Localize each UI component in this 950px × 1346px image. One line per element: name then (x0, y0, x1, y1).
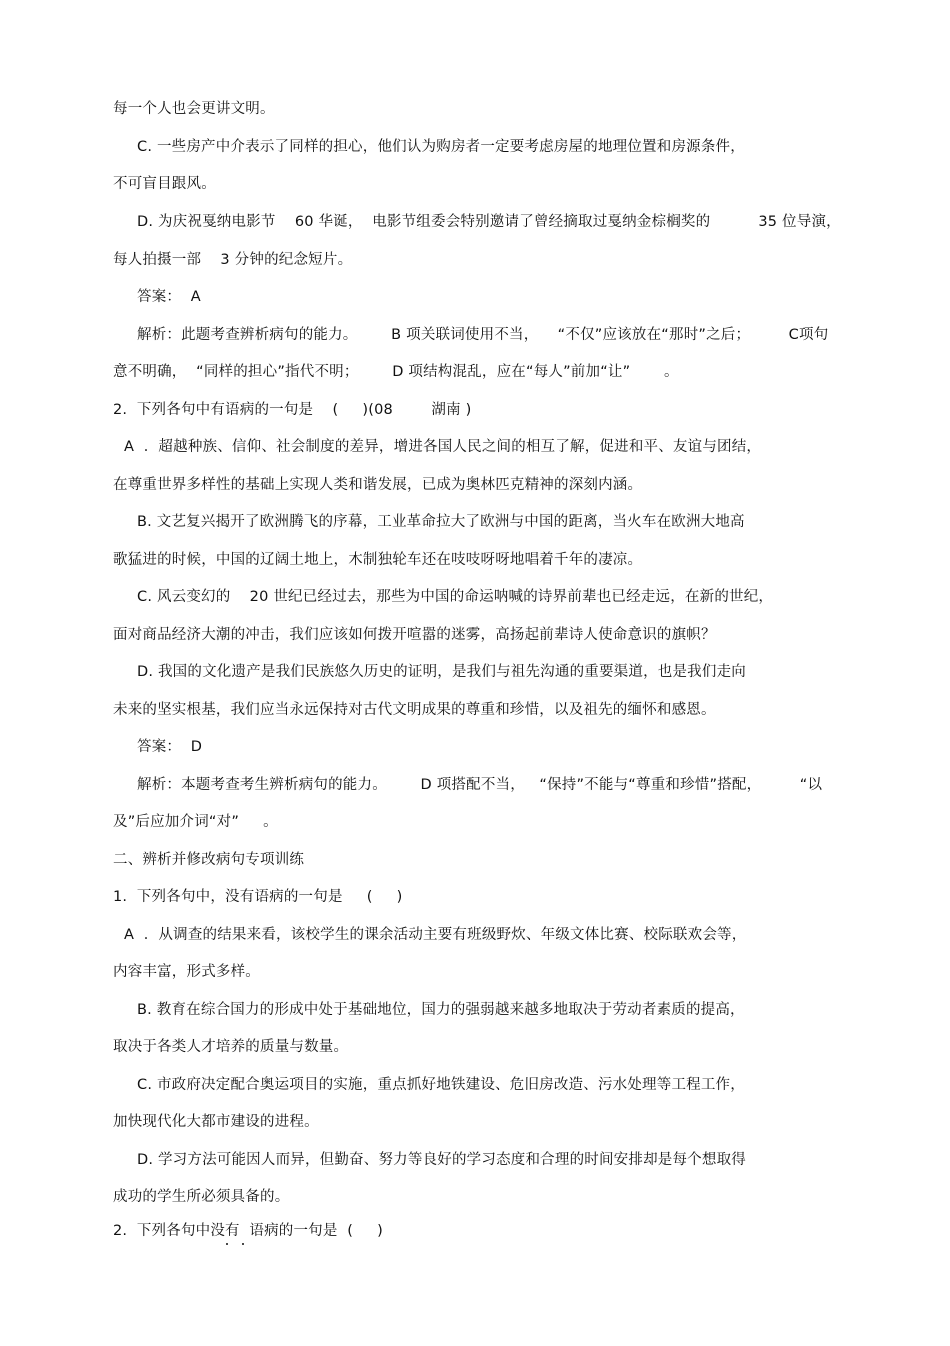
option-d-line: D. 学习方法可能因人而异，但勤奋、努力等良好的学习态度和合理的时间安排却是每个想取得 (137, 1152, 746, 1168)
text-line: 在尊重世界多样性的基础上实现人类和谐发展，已成为奥林匹克精神的深刻内涵。 (113, 477, 643, 493)
text-line: 加快现代化大都市建设的进程。 (113, 1114, 319, 1130)
text-line: 每一个人也会更讲文明。 (113, 101, 275, 117)
option-a-line: A ．从调查的结果来看，该校学生的课余活动主要有班级野炊、年级文体比赛、校际联欢会等， (124, 927, 747, 943)
text-line: 内容丰富，形式多样。 (113, 964, 260, 980)
option-a-line: A ．超越种族、信仰、社会制度的差异，增进各国人民之间的相互了解，促进和平、友谊与团结， (124, 439, 762, 455)
analysis-line: 解析：本题考查考生辨析病句的能力。 D 项搭配不当， “保持”不能与“尊重和珍惜”搭配， “以 (137, 777, 823, 793)
text-line: 未来的坚实根基，我们应当永远保持对古代文明成果的尊重和珍惜，以及祖先的缅怀和感恩。 (113, 702, 716, 718)
text-line: 成功的学生所必须具备的。 (113, 1189, 290, 1205)
option-b-line: B. 教育在综合国力的形成中处于基础地位，国力的强弱越来越多地取决于劳动者素质的提高， (137, 1002, 745, 1018)
question-line: 2. 下列各句中有语病的一句是 ( )(08 湖南 ) (113, 402, 472, 418)
option-d-line: D. 我国的文化遗产是我们民族悠久历史的证明，是我们与祖先沟通的重要渠道，也是我们走向 (137, 664, 746, 680)
text-line: 面对商品经济大潮的冲击，我们应该如何拨开喧嚣的迷雾，高扬起前辈诗人使命意识的旗帜？ (113, 627, 716, 643)
question-line: 2. 下列各句中没有 语病的一句是 ( ) (113, 1223, 383, 1239)
emphasis-dots (216, 1243, 256, 1246)
answer-line: 答案： D (137, 739, 203, 755)
section-heading: 二、辨析并修改病句专项训练 (113, 852, 305, 868)
analysis-line: 解析：此题考查辨析病句的能力。 B 项关联词使用不当， “不仅”应该放在“那时”之后； C项句 (137, 327, 829, 343)
answer-line: 答案： A (137, 289, 201, 305)
text-line: 及”后应加介词“对” 。 (113, 814, 278, 830)
option-b-line: B. 文艺复兴揭开了欧洲腾飞的序幕，工业革命拉大了欧洲与中国的距离，当火车在欧洲大地高 (137, 514, 745, 530)
text-line: 取决于各类人才培养的质量与数量。 (113, 1039, 349, 1055)
question-line: 1. 下列各句中，没有语病的一句是 ( ) (113, 889, 403, 905)
text-line: 意不明确， “同样的担心”指代不明； D 项结构混乱，应在“每人”前加“让” 。 (113, 364, 679, 380)
option-d-line: D. 为庆祝戛纳电影节 60 华诞， 电影节组委会特别邀请了曾经摘取过戛纳金棕榈奖的 35 位导演， (137, 214, 841, 230)
option-c-line: C. 一些房产中介表示了同样的担心，他们认为购房者一定要考虑房屋的地理位置和房源条件， (137, 139, 745, 155)
option-c-line: C. 风云变幻的 20 世纪已经过去，那些为中国的命运呐喊的诗界前辈也已经走远，在新的世纪， (137, 589, 774, 605)
text-line: 不可盲目跟风。 (113, 176, 216, 192)
option-c-line: C. 市政府决定配合奥运项目的实施，重点抓好地铁建设、危旧房改造、污水处理等工程工作， (137, 1077, 745, 1093)
text-line: 歌猛进的时候，中国的辽阔土地上，木制独轮车还在吱吱呀呀地唱着千年的凄凉。 (113, 552, 643, 568)
text-line: 每人拍摄一部 3 分钟的纪念短片。 (113, 252, 353, 268)
